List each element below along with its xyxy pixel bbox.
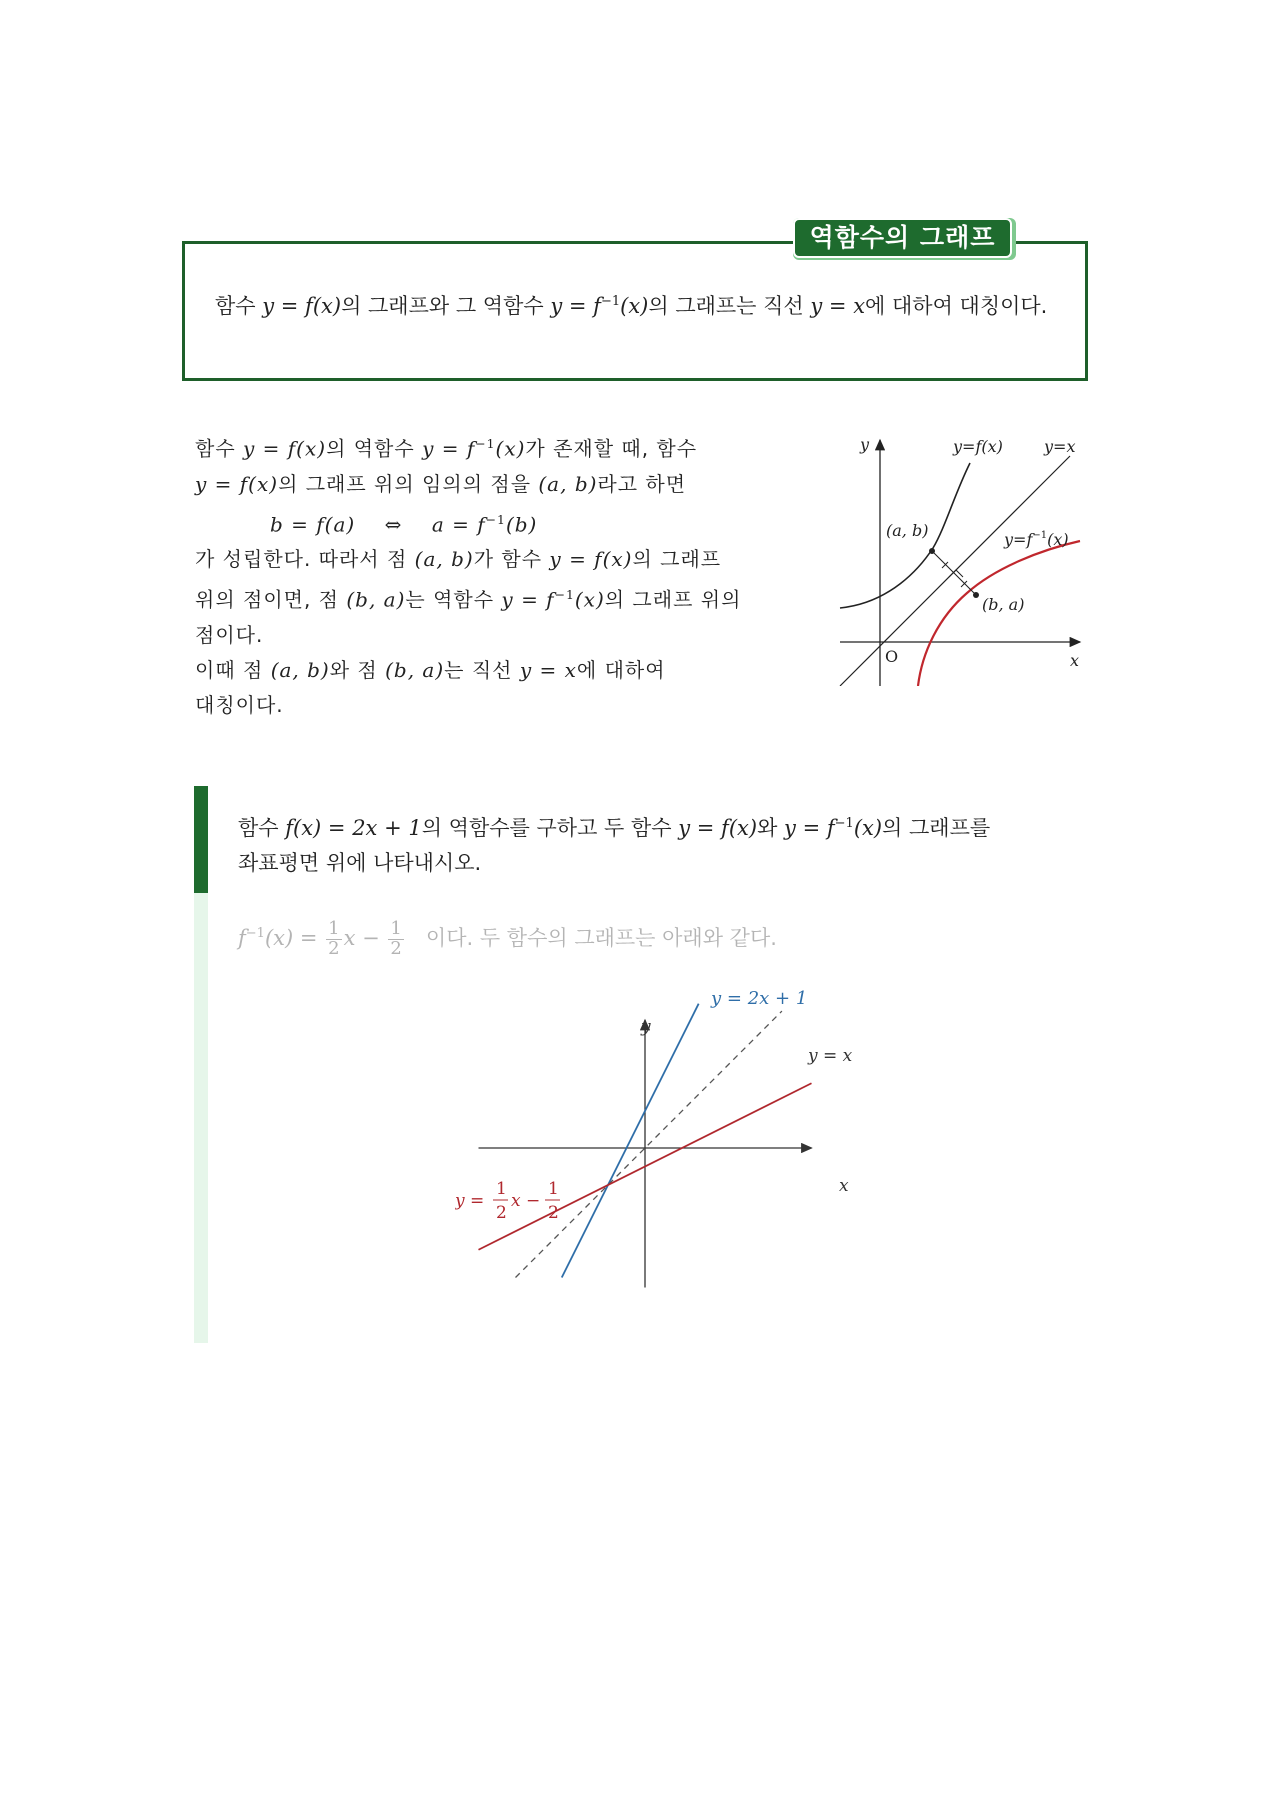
y-equals-x-label: y=x — [1044, 437, 1076, 456]
explain-line-7: 대칭이다. — [195, 692, 284, 717]
svg-text:y =: y = — [455, 1191, 485, 1211]
series-line-0 — [562, 1004, 699, 1278]
concept-box — [182, 241, 1088, 381]
concept-statement: 함수 y = f(x)의 그래프와 그 역함수 $y = f^{-1}(x)$의 그래프는 직선 y = x에 대하여 대칭이다. — [215, 294, 1048, 318]
label-dashed-line: y = x — [808, 1046, 853, 1066]
fraction: $\frac{1}{2}$ — [390, 917, 402, 959]
solution-text: $f^{-1}(x)$ = $\frac{1}{2}$ x − $\frac{1}{2}$ 이다. 두 함수의 그래프는 아래와 같다. — [238, 917, 777, 959]
solution-marker-bar — [194, 893, 208, 1343]
explain-line-1: 함수 y = f(x)의 역함수 $y = f^{-1}(x)$가 존재할 때, 함수 — [195, 436, 698, 461]
math: y = x — [810, 294, 866, 318]
chart-x-label: x — [839, 1176, 849, 1196]
point-ba — [973, 592, 979, 598]
example-marker-bar — [194, 786, 208, 893]
svg-text:x −: x − — [511, 1191, 541, 1211]
math: y = f — [550, 294, 601, 318]
explanation-text — [195, 426, 815, 723]
chart-y-label: y — [641, 1017, 651, 1037]
explain-line-5: 점이다. — [195, 622, 264, 647]
fraction: $\frac{1}{2}$ — [328, 917, 340, 959]
f-label: y=f(x) — [953, 437, 1003, 456]
point-ba-label: (b, a) — [982, 595, 1025, 614]
origin-label: O — [885, 647, 899, 666]
series-line-1 — [516, 1011, 782, 1277]
concept-title-tab — [793, 218, 1016, 260]
explain-line-3: 가 성립한다. 따라서 점 (a, b)가 함수 y = f(x)의 그래프 — [195, 547, 722, 572]
svg-text:2: 2 — [548, 1203, 559, 1223]
point-ab — [929, 548, 935, 554]
explain-line-4: 위의 점이면, 점 (b, a)는 역함수 $y = f^{-1}(x)$의 그래프 위의 — [195, 587, 742, 612]
inverse-function-graph — [455, 980, 875, 1320]
svg-text:2: 2 — [496, 1203, 507, 1223]
x-axis-label: x — [1070, 651, 1080, 670]
tick-mark — [942, 562, 948, 568]
explain-line-2: y = f(x)의 그래프 위의 임의의 점을 (a, b)라고 하면 — [195, 471, 687, 496]
label-blue-line: y = 2x + 1 — [711, 988, 808, 1009]
explain-line-6: 이때 점 (a, b)와 점 (b, a)는 직선 y = x에 대하여 — [195, 657, 666, 682]
math: y = f(x) — [262, 294, 342, 318]
svg-text:1: 1 — [496, 1179, 507, 1199]
tick-mark — [961, 581, 967, 587]
symmetry-segment — [932, 551, 976, 595]
explain-equation: b = f(a) ⇔ $a = f^{-1}(b)$ — [270, 511, 538, 537]
point-ab-label: (a, b) — [886, 521, 929, 540]
f-inverse-label: $y=f^{-1}(x)$ — [1004, 530, 1069, 549]
y-axis-label: y — [860, 435, 870, 454]
example-problem: 함수 f(x) = 2x + 1의 역함수를 구하고 두 함수 y = f(x)와 $y = f^{-1}(x)$의 그래프를 좌표평면 위에 나타내시오. — [238, 816, 991, 875]
right-angle-mark — [949, 570, 963, 577]
inverse-symmetry-diagram — [830, 428, 1090, 686]
concept-title: 역함수의 그래프 — [793, 218, 1012, 258]
svg-text:1: 1 — [548, 1179, 559, 1199]
